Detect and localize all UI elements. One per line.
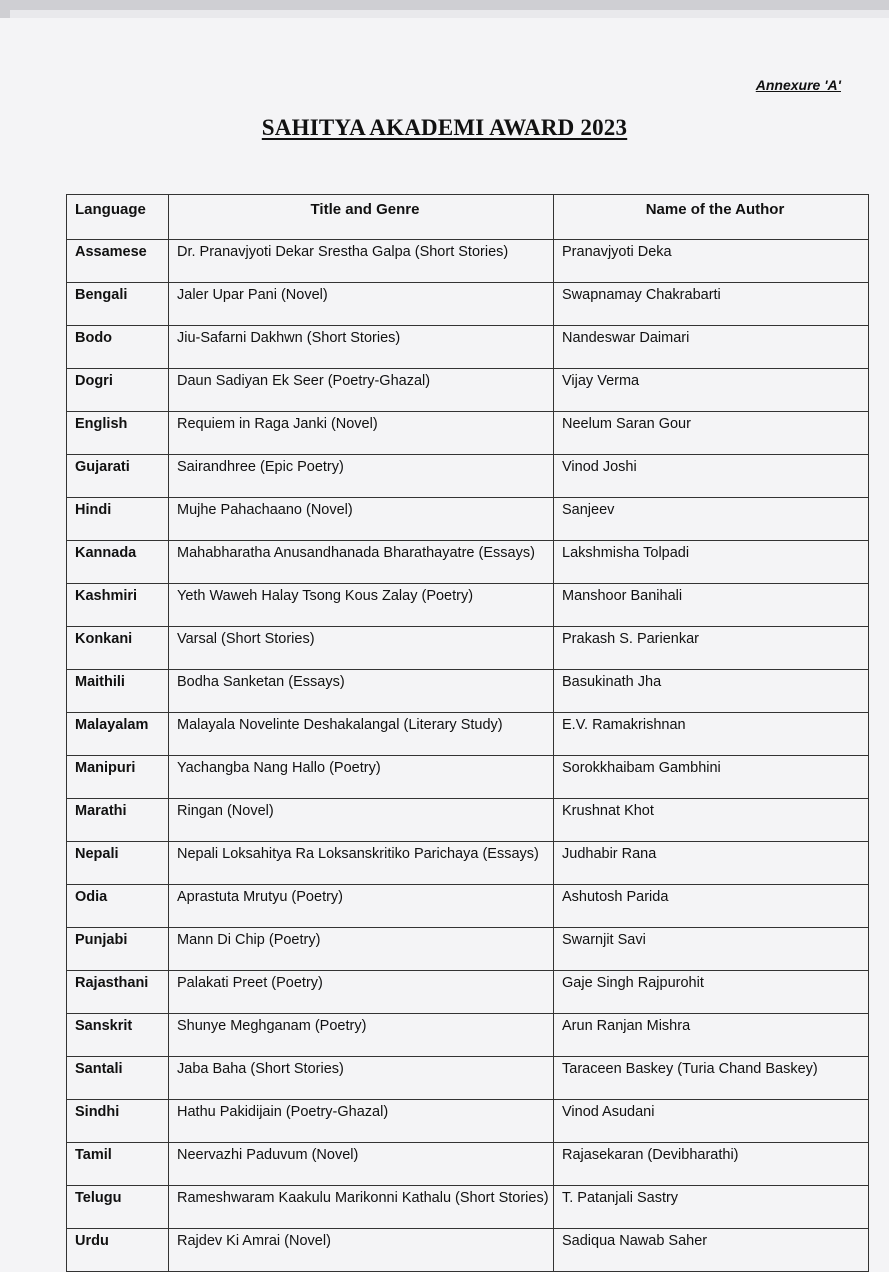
table-body <box>67 240 869 1272</box>
table-row <box>67 1014 869 1057</box>
cell-title-genre: Nepali Loksahitya Ra Loksanskritiko Parichaya (Essays) <box>169 842 554 885</box>
cell-title-genre: Malayala Novelinte Deshakalangal (Literary Study) <box>169 713 554 756</box>
cell-title-genre: Jaler Upar Pani (Novel) <box>169 283 554 326</box>
table-row <box>67 756 869 799</box>
cell-author: Vijay Verma <box>554 369 869 412</box>
cell-language: Sanskrit <box>67 1014 169 1057</box>
table-row <box>67 1100 869 1143</box>
table-row <box>67 1186 869 1229</box>
header-language: Language <box>67 195 169 240</box>
cell-title-genre: Varsal (Short Stories) <box>169 627 554 670</box>
cell-title-genre: Jaba Baha (Short Stories) <box>169 1057 554 1100</box>
table-row <box>67 498 869 541</box>
cell-language: Nepali <box>67 842 169 885</box>
table-row <box>67 541 869 584</box>
cell-author: Nandeswar Daimari <box>554 326 869 369</box>
cell-title-genre: Yeth Waweh Halay Tsong Kous Zalay (Poetry) <box>169 584 554 627</box>
cell-language: Odia <box>67 885 169 928</box>
table-row <box>67 885 869 928</box>
table-row <box>67 412 869 455</box>
cell-language: Hindi <box>67 498 169 541</box>
cell-language: Kashmiri <box>67 584 169 627</box>
cell-title-genre: Rameshwaram Kaakulu Marikonni Kathalu (Short Stories) <box>169 1186 554 1229</box>
cell-title-genre: Rajdev Ki Amrai (Novel) <box>169 1229 554 1272</box>
cell-title-genre: Mujhe Pahachaano (Novel) <box>169 498 554 541</box>
cell-author: Sorokkhaibam Gambhini <box>554 756 869 799</box>
table-row <box>67 1057 869 1100</box>
cell-language: Punjabi <box>67 928 169 971</box>
table-row <box>67 1229 869 1272</box>
cell-author: Lakshmisha Tolpadi <box>554 541 869 584</box>
cell-title-genre: Mahabharatha Anusandhanada Bharathayatre (Essays) <box>169 541 554 584</box>
cell-language: Sindhi <box>67 1100 169 1143</box>
page-top-edge <box>0 0 889 18</box>
cell-author: Vinod Joshi <box>554 455 869 498</box>
table-row <box>67 283 869 326</box>
header-author: Name of the Author <box>554 195 869 240</box>
awards-table <box>66 194 869 1272</box>
cell-language: Kannada <box>67 541 169 584</box>
cell-language: Gujarati <box>67 455 169 498</box>
cell-author: Swarnjit Savi <box>554 928 869 971</box>
cell-author: Vinod Asudani <box>554 1100 869 1143</box>
table-row <box>67 971 869 1014</box>
cell-author: Manshoor Banihali <box>554 584 869 627</box>
cell-title-genre: Sairandhree (Epic Poetry) <box>169 455 554 498</box>
cell-title-genre: Dr. Pranavjyoti Dekar Srestha Galpa (Short Stories) <box>169 240 554 283</box>
page-title: SAHITYA AKADEMI AWARD 2023 <box>261 115 628 140</box>
cell-language: Santali <box>67 1057 169 1100</box>
table-row <box>67 799 869 842</box>
cell-title-genre: Daun Sadiyan Ek Seer (Poetry-Ghazal) <box>169 369 554 412</box>
cell-language: Telugu <box>67 1186 169 1229</box>
cell-title-genre: Neervazhi Paduvum (Novel) <box>169 1143 554 1186</box>
cell-author: E.V. Ramakrishnan <box>554 713 869 756</box>
table-row <box>67 627 869 670</box>
cell-author: Pranavjyoti Deka <box>554 240 869 283</box>
table-row <box>67 670 869 713</box>
cell-author: Rajasekaran (Devibharathi) <box>554 1143 869 1186</box>
cell-language: Rajasthani <box>67 971 169 1014</box>
table-row <box>67 455 869 498</box>
cell-author: Krushnat Khot <box>554 799 869 842</box>
table-row <box>67 584 869 627</box>
cell-language: Marathi <box>67 799 169 842</box>
cell-language: Assamese <box>67 240 169 283</box>
table-row <box>67 842 869 885</box>
cell-language: Maithili <box>67 670 169 713</box>
cell-author: Judhabir Rana <box>554 842 869 885</box>
cell-language: Manipuri <box>67 756 169 799</box>
cell-title-genre: Aprastuta Mrutyu (Poetry) <box>169 885 554 928</box>
cell-author: T. Patanjali Sastry <box>554 1186 869 1229</box>
cell-title-genre: Yachangba Nang Hallo (Poetry) <box>169 756 554 799</box>
cell-language: Bengali <box>67 283 169 326</box>
cell-author: Ashutosh Parida <box>554 885 869 928</box>
cell-language: Tamil <box>67 1143 169 1186</box>
cell-language: Konkani <box>67 627 169 670</box>
cell-title-genre: Shunye Meghganam (Poetry) <box>169 1014 554 1057</box>
cell-title-genre: Jiu-Safarni Dakhwn (Short Stories) <box>169 326 554 369</box>
cell-author: Arun Ranjan Mishra <box>554 1014 869 1057</box>
cell-language: Bodo <box>67 326 169 369</box>
cell-author: Neelum Saran Gour <box>554 412 869 455</box>
cell-author: Sanjeev <box>554 498 869 541</box>
cell-title-genre: Palakati Preet (Poetry) <box>169 971 554 1014</box>
table-row <box>67 369 869 412</box>
page-top-edge-inner <box>10 10 889 18</box>
cell-title-genre: Mann Di Chip (Poetry) <box>169 928 554 971</box>
table-row <box>67 240 869 283</box>
table-row <box>67 326 869 369</box>
annexure-label: Annexure 'A' <box>755 77 841 93</box>
cell-language: Urdu <box>67 1229 169 1272</box>
table-row <box>67 713 869 756</box>
cell-language: Dogri <box>67 369 169 412</box>
cell-author: Swapnamay Chakrabarti <box>554 283 869 326</box>
cell-title-genre: Ringan (Novel) <box>169 799 554 842</box>
table-row <box>67 1143 869 1186</box>
header-title-genre: Title and Genre <box>169 195 554 240</box>
table-row <box>67 928 869 971</box>
cell-language: English <box>67 412 169 455</box>
cell-title-genre: Requiem in Raga Janki (Novel) <box>169 412 554 455</box>
cell-author: Gaje Singh Rajpurohit <box>554 971 869 1014</box>
table-header-row <box>67 195 869 240</box>
cell-author: Basukinath Jha <box>554 670 869 713</box>
cell-title-genre: Hathu Pakidijain (Poetry-Ghazal) <box>169 1100 554 1143</box>
cell-language: Malayalam <box>67 713 169 756</box>
cell-author: Prakash S. Parienkar <box>554 627 869 670</box>
cell-author: Taraceen Baskey (Turia Chand Baskey) <box>554 1057 869 1100</box>
cell-title-genre: Bodha Sanketan (Essays) <box>169 670 554 713</box>
cell-author: Sadiqua Nawab Saher <box>554 1229 869 1272</box>
